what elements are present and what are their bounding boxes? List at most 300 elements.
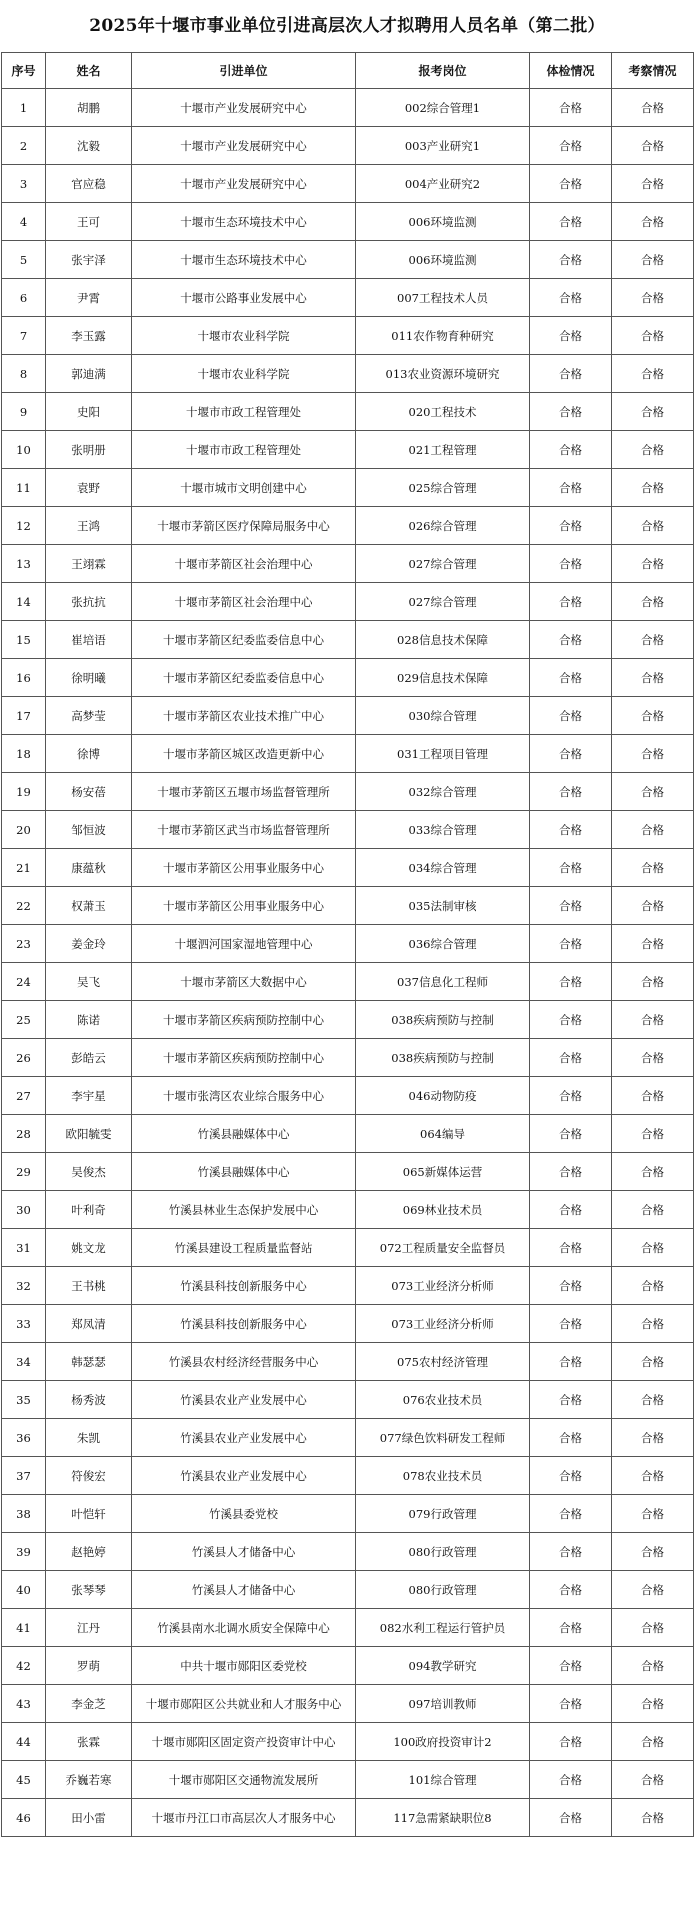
table-row bbox=[2, 1723, 694, 1761]
table-row bbox=[2, 431, 694, 469]
cell-health: 合格 bbox=[530, 1571, 612, 1609]
cell-post: 027综合管理 bbox=[356, 545, 530, 583]
table-row bbox=[2, 355, 694, 393]
table-row bbox=[2, 317, 694, 355]
header-health: 体检情况 bbox=[530, 53, 612, 89]
cell-review: 合格 bbox=[612, 89, 694, 127]
cell-unit: 竹溪县农业产业发展中心 bbox=[132, 1419, 356, 1457]
table-row bbox=[2, 773, 694, 811]
cell-review: 合格 bbox=[612, 849, 694, 887]
cell-no: 15 bbox=[2, 621, 46, 659]
cell-no: 12 bbox=[2, 507, 46, 545]
table-row bbox=[2, 469, 694, 507]
cell-post: 082水利工程运行管护员 bbox=[356, 1609, 530, 1647]
cell-unit: 十堰市茅箭区疾病预防控制中心 bbox=[132, 1039, 356, 1077]
cell-post: 037信息化工程师 bbox=[356, 963, 530, 1001]
cell-no: 13 bbox=[2, 545, 46, 583]
candidate-table bbox=[1, 52, 694, 1837]
cell-post: 007工程技术人员 bbox=[356, 279, 530, 317]
cell-name: 李金芝 bbox=[46, 1685, 132, 1723]
cell-review: 合格 bbox=[612, 1001, 694, 1039]
cell-health: 合格 bbox=[530, 1533, 612, 1571]
cell-review: 合格 bbox=[612, 621, 694, 659]
header-no: 序号 bbox=[2, 53, 46, 89]
cell-review: 合格 bbox=[612, 507, 694, 545]
table-row bbox=[2, 89, 694, 127]
cell-health: 合格 bbox=[530, 963, 612, 1001]
table-row bbox=[2, 1381, 694, 1419]
table-row bbox=[2, 621, 694, 659]
cell-unit: 竹溪县农村经济经营服务中心 bbox=[132, 1343, 356, 1381]
table-row bbox=[2, 1305, 694, 1343]
cell-review: 合格 bbox=[612, 1799, 694, 1837]
cell-review: 合格 bbox=[612, 1647, 694, 1685]
cell-post: 021工程管理 bbox=[356, 431, 530, 469]
cell-review: 合格 bbox=[612, 1381, 694, 1419]
cell-unit: 十堰市产业发展研究中心 bbox=[132, 89, 356, 127]
table-row bbox=[2, 279, 694, 317]
cell-no: 4 bbox=[2, 203, 46, 241]
cell-unit: 十堰市郧阳区固定资产投资审计中心 bbox=[132, 1723, 356, 1761]
cell-review: 合格 bbox=[612, 1229, 694, 1267]
cell-health: 合格 bbox=[530, 1153, 612, 1191]
cell-post: 038疾病预防与控制 bbox=[356, 1001, 530, 1039]
cell-unit: 十堰市茅箭区五堰市场监督管理所 bbox=[132, 773, 356, 811]
cell-health: 合格 bbox=[530, 1343, 612, 1381]
cell-unit: 十堰市产业发展研究中心 bbox=[132, 127, 356, 165]
cell-name: 彭皓云 bbox=[46, 1039, 132, 1077]
cell-health: 合格 bbox=[530, 849, 612, 887]
cell-unit: 十堰市张湾区农业综合服务中心 bbox=[132, 1077, 356, 1115]
cell-post: 002综合管理1 bbox=[356, 89, 530, 127]
cell-review: 合格 bbox=[612, 925, 694, 963]
cell-unit: 十堰市生态环境技术中心 bbox=[132, 241, 356, 279]
cell-name: 李宇星 bbox=[46, 1077, 132, 1115]
cell-unit: 竹溪县建设工程质量监督站 bbox=[132, 1229, 356, 1267]
cell-health: 合格 bbox=[530, 1381, 612, 1419]
cell-no: 45 bbox=[2, 1761, 46, 1799]
table-row bbox=[2, 1191, 694, 1229]
cell-health: 合格 bbox=[530, 127, 612, 165]
table-row bbox=[2, 849, 694, 887]
table-row bbox=[2, 545, 694, 583]
cell-unit: 十堰市茅箭区疾病预防控制中心 bbox=[132, 1001, 356, 1039]
cell-unit: 十堰市茅箭区纪委监委信息中心 bbox=[132, 621, 356, 659]
cell-unit: 十堰市市政工程管理处 bbox=[132, 431, 356, 469]
cell-review: 合格 bbox=[612, 1191, 694, 1229]
header-review: 考察情况 bbox=[612, 53, 694, 89]
cell-health: 合格 bbox=[530, 507, 612, 545]
cell-no: 11 bbox=[2, 469, 46, 507]
cell-post: 075农村经济管理 bbox=[356, 1343, 530, 1381]
cell-unit: 十堰市茅箭区农业技术推广中心 bbox=[132, 697, 356, 735]
cell-name: 王书桃 bbox=[46, 1267, 132, 1305]
cell-name: 姜金玲 bbox=[46, 925, 132, 963]
table-row bbox=[2, 507, 694, 545]
cell-review: 合格 bbox=[612, 1039, 694, 1077]
cell-health: 合格 bbox=[530, 89, 612, 127]
cell-health: 合格 bbox=[530, 1191, 612, 1229]
cell-review: 合格 bbox=[612, 963, 694, 1001]
cell-review: 合格 bbox=[612, 773, 694, 811]
cell-post: 006环境监测 bbox=[356, 203, 530, 241]
table-row bbox=[2, 1799, 694, 1837]
cell-name: 姚文龙 bbox=[46, 1229, 132, 1267]
cell-unit: 十堰市茅箭区医疗保障局服务中心 bbox=[132, 507, 356, 545]
table-row bbox=[2, 1609, 694, 1647]
cell-name: 高梦莹 bbox=[46, 697, 132, 735]
cell-post: 011农作物育种研究 bbox=[356, 317, 530, 355]
table-row bbox=[2, 1153, 694, 1191]
cell-post: 030综合管理 bbox=[356, 697, 530, 735]
cell-health: 合格 bbox=[530, 1761, 612, 1799]
cell-unit: 竹溪县农业产业发展中心 bbox=[132, 1457, 356, 1495]
cell-no: 24 bbox=[2, 963, 46, 1001]
cell-no: 5 bbox=[2, 241, 46, 279]
cell-review: 合格 bbox=[612, 393, 694, 431]
cell-no: 26 bbox=[2, 1039, 46, 1077]
cell-no: 29 bbox=[2, 1153, 46, 1191]
cell-no: 28 bbox=[2, 1115, 46, 1153]
cell-review: 合格 bbox=[612, 1457, 694, 1495]
table-row bbox=[2, 583, 694, 621]
cell-health: 合格 bbox=[530, 1267, 612, 1305]
cell-unit: 十堰市茅箭区武当市场监督管理所 bbox=[132, 811, 356, 849]
cell-health: 合格 bbox=[530, 1077, 612, 1115]
table-row bbox=[2, 1571, 694, 1609]
cell-health: 合格 bbox=[530, 1799, 612, 1837]
cell-review: 合格 bbox=[612, 1495, 694, 1533]
cell-no: 19 bbox=[2, 773, 46, 811]
cell-no: 16 bbox=[2, 659, 46, 697]
cell-name: 胡鹏 bbox=[46, 89, 132, 127]
cell-name: 郭迪满 bbox=[46, 355, 132, 393]
cell-post: 027综合管理 bbox=[356, 583, 530, 621]
cell-no: 22 bbox=[2, 887, 46, 925]
cell-name: 欧阳毓雯 bbox=[46, 1115, 132, 1153]
cell-unit: 十堰市市政工程管理处 bbox=[132, 393, 356, 431]
cell-no: 21 bbox=[2, 849, 46, 887]
cell-health: 合格 bbox=[530, 811, 612, 849]
cell-unit: 十堰市茅箭区城区改造更新中心 bbox=[132, 735, 356, 773]
cell-no: 9 bbox=[2, 393, 46, 431]
cell-post: 072工程质量安全监督员 bbox=[356, 1229, 530, 1267]
cell-post: 029信息技术保障 bbox=[356, 659, 530, 697]
cell-name: 沈毅 bbox=[46, 127, 132, 165]
cell-unit: 竹溪县科技创新服务中心 bbox=[132, 1267, 356, 1305]
cell-unit: 竹溪县农业产业发展中心 bbox=[132, 1381, 356, 1419]
cell-name: 江丹 bbox=[46, 1609, 132, 1647]
cell-health: 合格 bbox=[530, 925, 612, 963]
cell-post: 026综合管理 bbox=[356, 507, 530, 545]
cell-unit: 十堰市产业发展研究中心 bbox=[132, 165, 356, 203]
cell-name: 吴俊杰 bbox=[46, 1153, 132, 1191]
cell-review: 合格 bbox=[612, 127, 694, 165]
cell-no: 39 bbox=[2, 1533, 46, 1571]
cell-review: 合格 bbox=[612, 735, 694, 773]
cell-post: 006环境监测 bbox=[356, 241, 530, 279]
cell-health: 合格 bbox=[530, 279, 612, 317]
cell-unit: 竹溪县委党校 bbox=[132, 1495, 356, 1533]
cell-post: 038疾病预防与控制 bbox=[356, 1039, 530, 1077]
cell-name: 郑凤清 bbox=[46, 1305, 132, 1343]
cell-no: 46 bbox=[2, 1799, 46, 1837]
cell-name: 张抗抗 bbox=[46, 583, 132, 621]
cell-unit: 十堰市郧阳区公共就业和人才服务中心 bbox=[132, 1685, 356, 1723]
cell-no: 7 bbox=[2, 317, 46, 355]
cell-health: 合格 bbox=[530, 735, 612, 773]
cell-review: 合格 bbox=[612, 545, 694, 583]
cell-review: 合格 bbox=[612, 1153, 694, 1191]
cell-no: 6 bbox=[2, 279, 46, 317]
cell-review: 合格 bbox=[612, 1609, 694, 1647]
cell-health: 合格 bbox=[530, 697, 612, 735]
cell-unit: 十堰市茅箭区大数据中心 bbox=[132, 963, 356, 1001]
cell-post: 097培训教师 bbox=[356, 1685, 530, 1723]
table-row bbox=[2, 925, 694, 963]
cell-unit: 十堰市公路事业发展中心 bbox=[132, 279, 356, 317]
cell-review: 合格 bbox=[612, 165, 694, 203]
cell-name: 叶恺轩 bbox=[46, 1495, 132, 1533]
cell-unit: 竹溪县林业生态保护发展中心 bbox=[132, 1191, 356, 1229]
cell-post: 069林业技术员 bbox=[356, 1191, 530, 1229]
table-row bbox=[2, 1533, 694, 1571]
cell-no: 10 bbox=[2, 431, 46, 469]
cell-name: 张琴琴 bbox=[46, 1571, 132, 1609]
cell-name: 王翊霖 bbox=[46, 545, 132, 583]
cell-unit: 竹溪县人才储备中心 bbox=[132, 1533, 356, 1571]
cell-no: 25 bbox=[2, 1001, 46, 1039]
cell-post: 117急需紧缺职位8 bbox=[356, 1799, 530, 1837]
cell-unit: 十堰市丹江口市高层次人才服务中心 bbox=[132, 1799, 356, 1837]
cell-health: 合格 bbox=[530, 659, 612, 697]
cell-no: 36 bbox=[2, 1419, 46, 1457]
table-row bbox=[2, 165, 694, 203]
cell-health: 合格 bbox=[530, 1723, 612, 1761]
table-row bbox=[2, 1419, 694, 1457]
cell-no: 38 bbox=[2, 1495, 46, 1533]
cell-post: 035法制审核 bbox=[356, 887, 530, 925]
cell-name: 邹恒波 bbox=[46, 811, 132, 849]
cell-unit: 竹溪县科技创新服务中心 bbox=[132, 1305, 356, 1343]
cell-name: 徐明曦 bbox=[46, 659, 132, 697]
cell-review: 合格 bbox=[612, 469, 694, 507]
cell-unit: 十堰市农业科学院 bbox=[132, 317, 356, 355]
cell-name: 朱凯 bbox=[46, 1419, 132, 1457]
cell-unit: 十堰市茅箭区纪委监委信息中心 bbox=[132, 659, 356, 697]
table-row bbox=[2, 697, 694, 735]
cell-name: 崔培语 bbox=[46, 621, 132, 659]
header-unit: 引进单位 bbox=[132, 53, 356, 89]
cell-review: 合格 bbox=[612, 887, 694, 925]
cell-post: 034综合管理 bbox=[356, 849, 530, 887]
table-row bbox=[2, 1343, 694, 1381]
cell-name: 李玉露 bbox=[46, 317, 132, 355]
cell-post: 078农业技术员 bbox=[356, 1457, 530, 1495]
cell-review: 合格 bbox=[612, 811, 694, 849]
cell-unit: 竹溪县南水北调水质安全保障中心 bbox=[132, 1609, 356, 1647]
cell-post: 003产业研究1 bbox=[356, 127, 530, 165]
cell-post: 101综合管理 bbox=[356, 1761, 530, 1799]
table-row bbox=[2, 887, 694, 925]
cell-review: 合格 bbox=[612, 431, 694, 469]
cell-no: 34 bbox=[2, 1343, 46, 1381]
cell-review: 合格 bbox=[612, 317, 694, 355]
cell-name: 赵艳婷 bbox=[46, 1533, 132, 1571]
cell-health: 合格 bbox=[530, 1609, 612, 1647]
cell-name: 陈诺 bbox=[46, 1001, 132, 1039]
cell-unit: 十堰市农业科学院 bbox=[132, 355, 356, 393]
cell-health: 合格 bbox=[530, 431, 612, 469]
cell-name: 张明册 bbox=[46, 431, 132, 469]
document-title: 2025年十堰市事业单位引进高层次人才拟聘用人员名单（第二批） bbox=[89, 16, 605, 36]
cell-post: 004产业研究2 bbox=[356, 165, 530, 203]
cell-post: 013农业资源环境研究 bbox=[356, 355, 530, 393]
cell-name: 尹霄 bbox=[46, 279, 132, 317]
cell-post: 094教学研究 bbox=[356, 1647, 530, 1685]
table-row bbox=[2, 1761, 694, 1799]
cell-review: 合格 bbox=[612, 1419, 694, 1457]
cell-health: 合格 bbox=[530, 773, 612, 811]
table-body bbox=[2, 89, 694, 1837]
cell-no: 41 bbox=[2, 1609, 46, 1647]
cell-post: 031工程项目管理 bbox=[356, 735, 530, 773]
cell-unit: 十堰泗河国家湿地管理中心 bbox=[132, 925, 356, 963]
cell-review: 合格 bbox=[612, 697, 694, 735]
cell-review: 合格 bbox=[612, 1723, 694, 1761]
cell-no: 27 bbox=[2, 1077, 46, 1115]
cell-no: 31 bbox=[2, 1229, 46, 1267]
cell-no: 3 bbox=[2, 165, 46, 203]
cell-post: 100政府投资审计2 bbox=[356, 1723, 530, 1761]
cell-no: 33 bbox=[2, 1305, 46, 1343]
cell-unit: 十堰市茅箭区社会治理中心 bbox=[132, 583, 356, 621]
cell-post: 073工业经济分析师 bbox=[356, 1267, 530, 1305]
header-name: 姓名 bbox=[46, 53, 132, 89]
cell-health: 合格 bbox=[530, 1495, 612, 1533]
cell-name: 官应稳 bbox=[46, 165, 132, 203]
cell-post: 080行政管理 bbox=[356, 1533, 530, 1571]
cell-name: 杨秀波 bbox=[46, 1381, 132, 1419]
cell-review: 合格 bbox=[612, 241, 694, 279]
cell-name: 康蕴秋 bbox=[46, 849, 132, 887]
table-row bbox=[2, 659, 694, 697]
cell-post: 028信息技术保障 bbox=[356, 621, 530, 659]
cell-review: 合格 bbox=[612, 1077, 694, 1115]
table-row bbox=[2, 393, 694, 431]
cell-health: 合格 bbox=[530, 355, 612, 393]
cell-review: 合格 bbox=[612, 355, 694, 393]
cell-review: 合格 bbox=[612, 659, 694, 697]
cell-name: 张宇泽 bbox=[46, 241, 132, 279]
cell-health: 合格 bbox=[530, 1647, 612, 1685]
cell-name: 权萧玉 bbox=[46, 887, 132, 925]
table-row bbox=[2, 1077, 694, 1115]
table-row bbox=[2, 203, 694, 241]
cell-no: 23 bbox=[2, 925, 46, 963]
cell-name: 袁野 bbox=[46, 469, 132, 507]
cell-health: 合格 bbox=[530, 887, 612, 925]
table-row bbox=[2, 127, 694, 165]
cell-review: 合格 bbox=[612, 1761, 694, 1799]
cell-unit: 十堰市生态环境技术中心 bbox=[132, 203, 356, 241]
cell-review: 合格 bbox=[612, 1305, 694, 1343]
cell-name: 张霖 bbox=[46, 1723, 132, 1761]
table-header-row bbox=[2, 53, 694, 89]
cell-unit: 中共十堰市郧阳区委党校 bbox=[132, 1647, 356, 1685]
cell-no: 1 bbox=[2, 89, 46, 127]
cell-post: 036综合管理 bbox=[356, 925, 530, 963]
cell-health: 合格 bbox=[530, 1229, 612, 1267]
table-row bbox=[2, 963, 694, 1001]
cell-post: 046动物防疫 bbox=[356, 1077, 530, 1115]
cell-name: 符俊宏 bbox=[46, 1457, 132, 1495]
cell-post: 079行政管理 bbox=[356, 1495, 530, 1533]
cell-health: 合格 bbox=[530, 1305, 612, 1343]
cell-unit: 十堰市茅箭区社会治理中心 bbox=[132, 545, 356, 583]
cell-post: 064编导 bbox=[356, 1115, 530, 1153]
cell-name: 田小雷 bbox=[46, 1799, 132, 1837]
cell-review: 合格 bbox=[612, 1685, 694, 1723]
cell-review: 合格 bbox=[612, 1115, 694, 1153]
cell-unit: 竹溪县融媒体中心 bbox=[132, 1115, 356, 1153]
cell-post: 033综合管理 bbox=[356, 811, 530, 849]
table-row bbox=[2, 1647, 694, 1685]
cell-review: 合格 bbox=[612, 1267, 694, 1305]
cell-health: 合格 bbox=[530, 583, 612, 621]
table-row bbox=[2, 735, 694, 773]
table-row bbox=[2, 1267, 694, 1305]
table-row bbox=[2, 811, 694, 849]
cell-no: 17 bbox=[2, 697, 46, 735]
cell-post: 032综合管理 bbox=[356, 773, 530, 811]
cell-no: 43 bbox=[2, 1685, 46, 1723]
header-post: 报考岗位 bbox=[356, 53, 530, 89]
cell-health: 合格 bbox=[530, 469, 612, 507]
cell-unit: 十堰市城市文明创建中心 bbox=[132, 469, 356, 507]
cell-name: 史阳 bbox=[46, 393, 132, 431]
cell-review: 合格 bbox=[612, 1571, 694, 1609]
cell-unit: 十堰市郧阳区交通物流发展所 bbox=[132, 1761, 356, 1799]
table-row bbox=[2, 1001, 694, 1039]
cell-post: 080行政管理 bbox=[356, 1571, 530, 1609]
table-row bbox=[2, 1685, 694, 1723]
cell-no: 44 bbox=[2, 1723, 46, 1761]
cell-post: 025综合管理 bbox=[356, 469, 530, 507]
cell-no: 42 bbox=[2, 1647, 46, 1685]
cell-name: 叶利奇 bbox=[46, 1191, 132, 1229]
cell-health: 合格 bbox=[530, 545, 612, 583]
cell-name: 乔巍若寒 bbox=[46, 1761, 132, 1799]
cell-no: 30 bbox=[2, 1191, 46, 1229]
cell-post: 073工业经济分析师 bbox=[356, 1305, 530, 1343]
cell-review: 合格 bbox=[612, 583, 694, 621]
cell-review: 合格 bbox=[612, 279, 694, 317]
cell-post: 076农业技术员 bbox=[356, 1381, 530, 1419]
cell-review: 合格 bbox=[612, 203, 694, 241]
cell-unit: 十堰市茅箭区公用事业服务中心 bbox=[132, 887, 356, 925]
cell-name: 杨安蓓 bbox=[46, 773, 132, 811]
table-row bbox=[2, 1457, 694, 1495]
cell-no: 14 bbox=[2, 583, 46, 621]
cell-unit: 竹溪县人才储备中心 bbox=[132, 1571, 356, 1609]
cell-name: 罗萌 bbox=[46, 1647, 132, 1685]
cell-health: 合格 bbox=[530, 1457, 612, 1495]
cell-post: 020工程技术 bbox=[356, 393, 530, 431]
table-row bbox=[2, 1229, 694, 1267]
cell-health: 合格 bbox=[530, 165, 612, 203]
cell-no: 8 bbox=[2, 355, 46, 393]
